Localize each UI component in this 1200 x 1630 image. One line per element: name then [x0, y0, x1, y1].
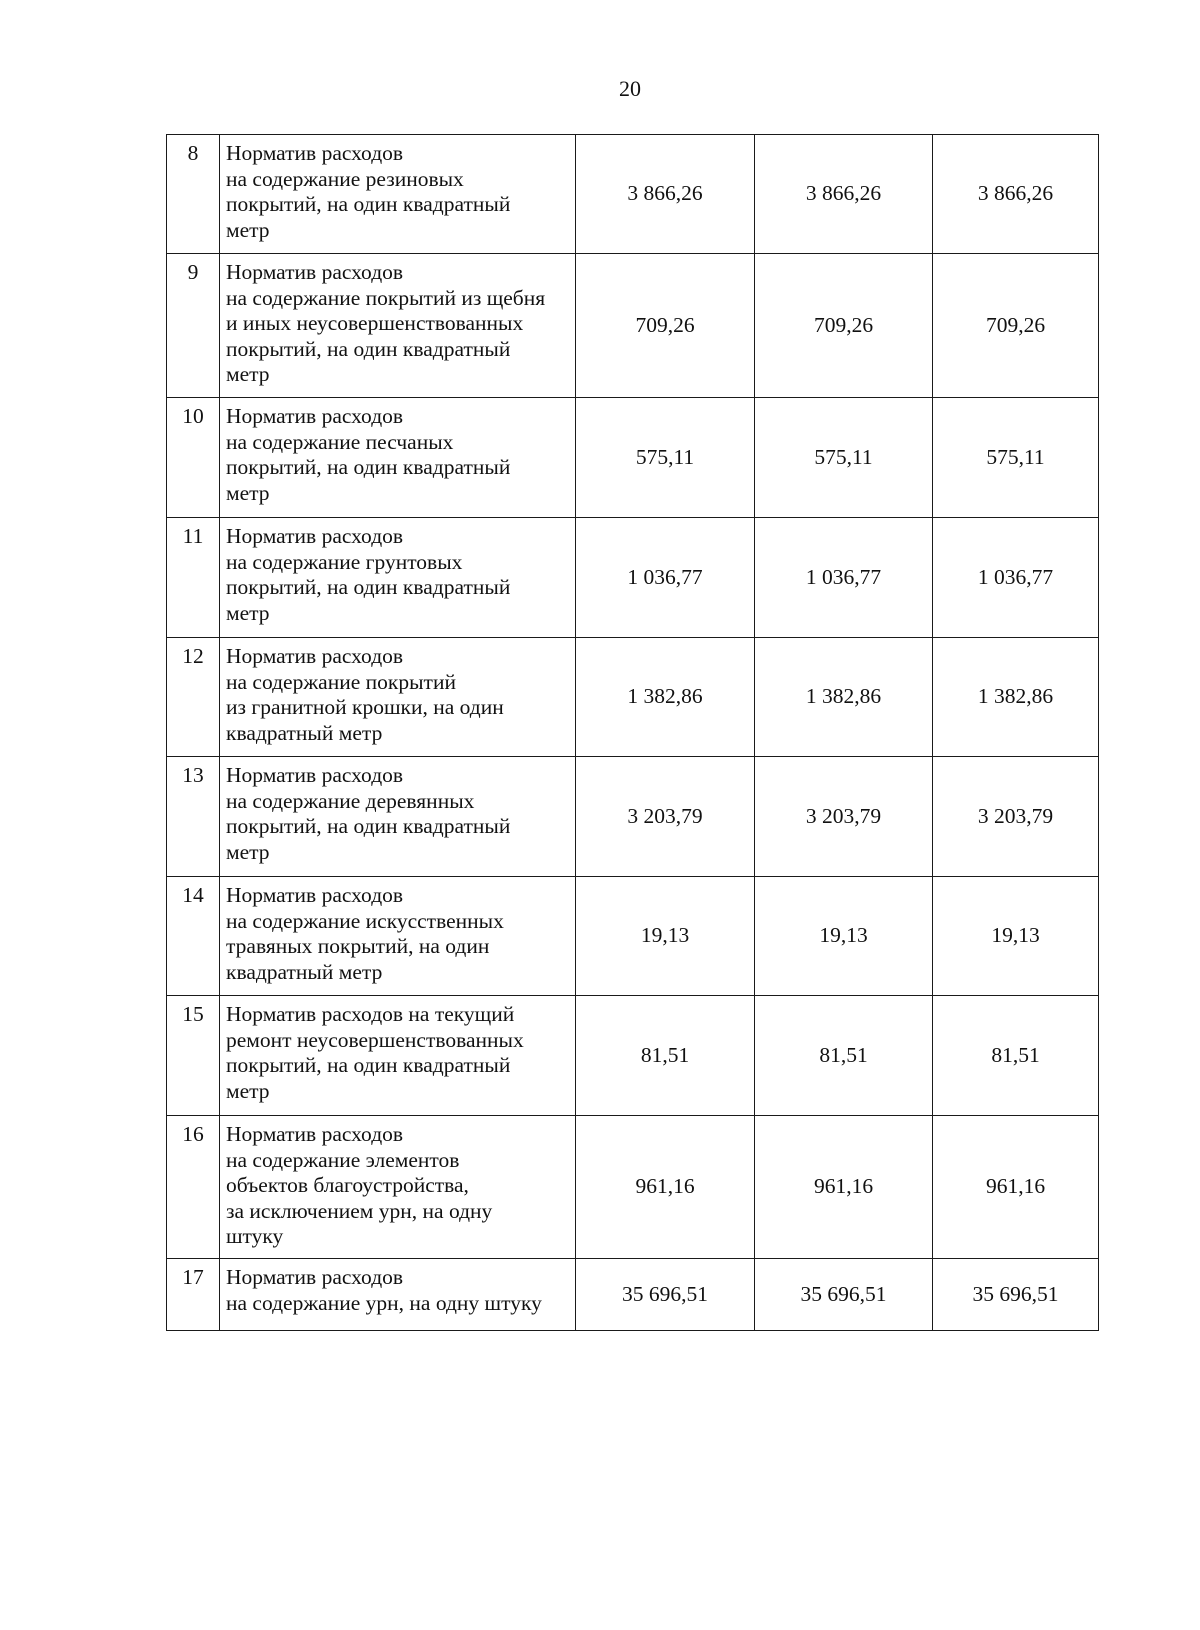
- description-line: Норматив расходов: [226, 260, 404, 284]
- value-cell-3: 961,16: [933, 1116, 1099, 1259]
- row-number: 16: [167, 1116, 220, 1259]
- description-line: метр: [226, 362, 270, 386]
- value-cell-2: 575,11: [755, 398, 933, 518]
- row-description: [220, 757, 576, 877]
- table-row: [167, 638, 1099, 757]
- description-line: на содержание песчаных: [226, 429, 454, 454]
- row-number: 9: [167, 254, 220, 398]
- description-line: Норматив расходов: [226, 1265, 404, 1289]
- row-description: [220, 877, 576, 996]
- description-line: квадратный метр: [226, 959, 383, 984]
- description-line: и иных неусовершенствованных: [226, 311, 524, 335]
- description-line: метр: [226, 217, 270, 242]
- description-line: из гранитной крошки, на один: [226, 695, 504, 719]
- row-description: [220, 518, 576, 638]
- table-row: [167, 398, 1099, 518]
- description-line: на содержание элементов: [226, 1147, 460, 1172]
- description-line: Норматив расходов: [226, 404, 404, 428]
- description-line: Норматив расходов: [226, 883, 404, 907]
- description-line: на содержание покрытий из щебня: [226, 285, 546, 310]
- description-line: на содержание деревянных: [226, 788, 475, 813]
- description-line: Норматив расходов: [226, 763, 404, 787]
- value-cell-1: 961,16: [576, 1116, 755, 1259]
- row-number: 14: [167, 877, 220, 996]
- table-row: [167, 254, 1099, 398]
- value-cell-3: 709,26: [933, 254, 1099, 398]
- description-line: на содержание грунтовых: [226, 549, 463, 574]
- value-cell-1: 35 696,51: [576, 1259, 755, 1331]
- table-row: [167, 996, 1099, 1116]
- value-cell-2: 709,26: [755, 254, 933, 398]
- row-description: [220, 1259, 576, 1331]
- description-line: за исключением урн, на одну: [226, 1198, 493, 1223]
- table-row: [167, 135, 1099, 254]
- table-row: [167, 1116, 1099, 1259]
- row-number: 12: [167, 638, 220, 757]
- description-line: метр: [226, 480, 270, 505]
- description-line: покрытий, на один квадратный: [226, 455, 511, 479]
- value-cell-3: 81,51: [933, 996, 1099, 1116]
- description-line: метр: [226, 600, 270, 625]
- row-number: 10: [167, 398, 220, 518]
- description-line: покрытий, на один квадратный: [226, 192, 511, 216]
- value-cell-3: 575,11: [933, 398, 1099, 518]
- value-cell-3: 3 866,26: [933, 135, 1099, 254]
- norms-table: [166, 134, 1099, 1331]
- row-number: 11: [167, 518, 220, 638]
- value-cell-2: 961,16: [755, 1116, 933, 1259]
- description-line: на содержание урн, на одну штуку: [226, 1290, 542, 1315]
- row-description: [220, 398, 576, 518]
- row-number: 17: [167, 1259, 220, 1331]
- value-cell-2: 1 036,77: [755, 518, 933, 638]
- value-cell-1: 575,11: [576, 398, 755, 518]
- description-line: покрытий, на один квадратный: [226, 814, 511, 838]
- description-line: на содержание искусственных: [226, 908, 504, 933]
- description-line: Норматив расходов: [226, 644, 404, 668]
- description-line: ремонт неусовершенствованных: [226, 1027, 524, 1052]
- description-line: на содержание резиновых: [226, 166, 464, 191]
- value-cell-2: 1 382,86: [755, 638, 933, 757]
- description-line: покрытий, на один квадратный: [226, 1053, 511, 1077]
- row-number: 15: [167, 996, 220, 1116]
- description-line: на содержание покрытий: [226, 669, 456, 694]
- description-line: Норматив расходов: [226, 1122, 404, 1146]
- description-line: метр: [226, 839, 270, 864]
- value-cell-3: 1 036,77: [933, 518, 1099, 638]
- description-line: штуку: [226, 1224, 284, 1248]
- value-cell-1: 3 866,26: [576, 135, 755, 254]
- description-line: квадратный метр: [226, 720, 383, 745]
- value-cell-3: 1 382,86: [933, 638, 1099, 757]
- page-number: 20: [619, 76, 641, 101]
- description-line: объектов благоустройства,: [226, 1173, 469, 1197]
- value-cell-2: 81,51: [755, 996, 933, 1116]
- norms-table-body: [167, 135, 1099, 1331]
- description-line: метр: [226, 1078, 270, 1103]
- value-cell-2: 3 203,79: [755, 757, 933, 877]
- value-cell-3: 3 203,79: [933, 757, 1099, 877]
- value-cell-3: 35 696,51: [933, 1259, 1099, 1331]
- description-line: покрытий, на один квадратный: [226, 575, 511, 599]
- table-row: [167, 1259, 1099, 1331]
- description-line: Норматив расходов: [226, 524, 404, 548]
- table-row: [167, 518, 1099, 638]
- description-line: травяных покрытий, на один: [226, 934, 490, 958]
- description-line: покрытий, на один квадратный: [226, 336, 511, 361]
- value-cell-1: 3 203,79: [576, 757, 755, 877]
- value-cell-1: 1 036,77: [576, 518, 755, 638]
- norms-table-container: [166, 134, 1098, 1331]
- value-cell-1: 1 382,86: [576, 638, 755, 757]
- row-description: [220, 638, 576, 757]
- value-cell-2: 3 866,26: [755, 135, 933, 254]
- value-cell-2: 35 696,51: [755, 1259, 933, 1331]
- table-row: [167, 877, 1099, 996]
- row-description: [220, 996, 576, 1116]
- value-cell-3: 19,13: [933, 877, 1099, 996]
- row-number: 8: [167, 135, 220, 254]
- value-cell-2: 19,13: [755, 877, 933, 996]
- table-row: [167, 757, 1099, 877]
- row-description: [220, 135, 576, 254]
- row-description: [220, 1116, 576, 1259]
- description-line: Норматив расходов на текущий: [226, 1002, 515, 1026]
- row-number: 13: [167, 757, 220, 877]
- description-line: Норматив расходов: [226, 141, 404, 165]
- value-cell-1: 19,13: [576, 877, 755, 996]
- row-description: [220, 254, 576, 398]
- value-cell-1: 81,51: [576, 996, 755, 1116]
- value-cell-1: 709,26: [576, 254, 755, 398]
